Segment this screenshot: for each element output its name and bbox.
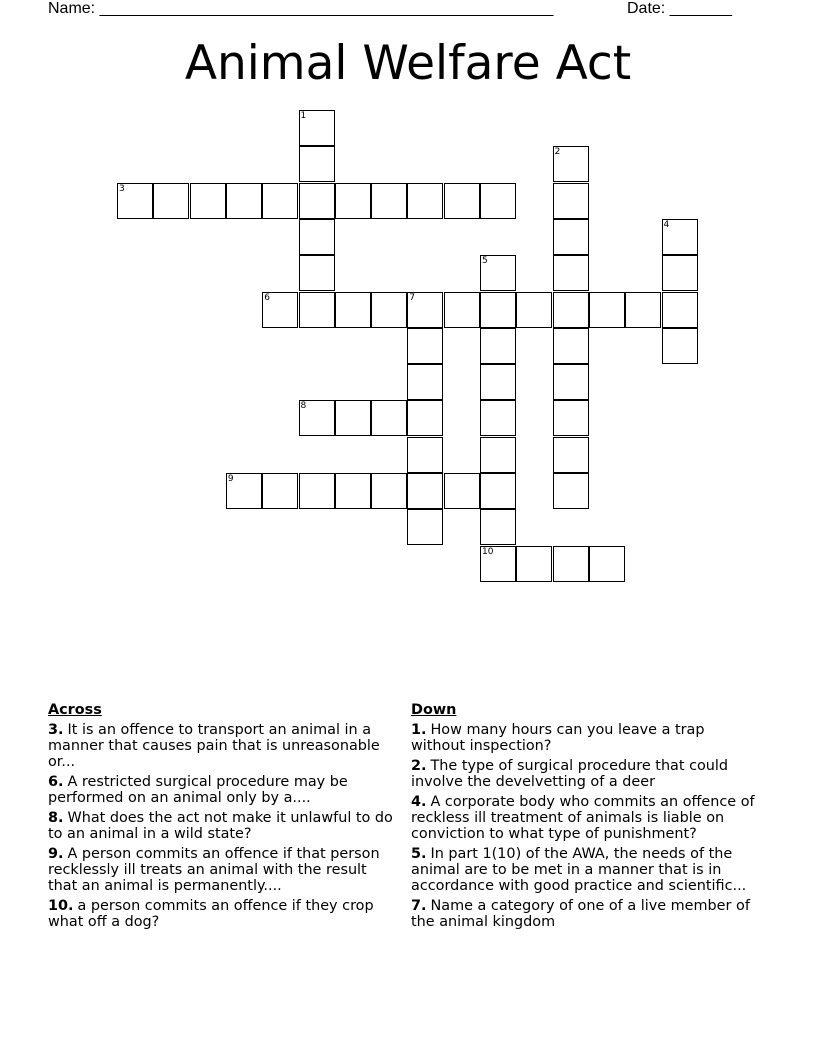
crossword-cell[interactable] [553,473,589,509]
crossword-cell[interactable] [299,473,335,509]
across-clues [48,702,394,934]
crossword-cell[interactable] [299,110,335,146]
crossword-cell[interactable] [190,183,226,219]
clue-number: 6. [48,774,64,790]
crossword-cell[interactable] [335,183,371,219]
crossword-cell[interactable] [407,183,443,219]
crossword-cell[interactable] [299,219,335,255]
cell-number: 8 [300,401,307,412]
crossword-cell[interactable] [226,183,262,219]
crossword-cell[interactable] [553,183,589,219]
cell-number: 6 [264,292,270,303]
crossword-cell[interactable] [553,255,589,291]
crossword-cell[interactable] [553,219,589,255]
clue-number: 8. [48,810,64,826]
cell-number: 3 [119,183,125,194]
crossword-cell[interactable] [625,292,661,328]
crossword-cell[interactable] [516,546,552,582]
clue-text: a person commits an offence if they crop what off a dog? [48,898,374,930]
crossword-cell[interactable] [662,292,698,328]
crossword-cell[interactable] [553,292,589,328]
cell-number: 2 [554,147,561,158]
clue-across-3 [48,722,394,770]
clue-text: The type of surgical procedure that could involve the develvetting of a deer [411,758,729,790]
clue-across-9 [48,846,394,894]
crossword-cell[interactable] [480,328,516,364]
crossword-cell[interactable] [662,255,698,291]
crossword-cell[interactable] [589,546,625,582]
crossword-cell[interactable] [553,146,589,182]
clue-down-2 [411,758,757,790]
crossword-cell[interactable] [480,400,516,436]
crossword-cell[interactable] [553,546,589,582]
name-field[interactable]: Name: ___________________________________________________ [48,0,554,17]
clue-down-7 [411,898,757,930]
crossword-cell[interactable] [553,364,589,400]
crossword-cell[interactable] [480,437,516,473]
crossword-cell[interactable] [407,400,443,436]
crossword-cell[interactable] [407,292,443,328]
crossword-cell[interactable] [480,509,516,545]
cell-number: 5 [482,256,488,267]
clue-number: 10. [48,898,74,914]
cell-number: 10 [482,546,494,557]
clue-number: 3. [48,722,64,738]
date-field[interactable]: Date: _______ [627,0,732,17]
cell-number: 1 [300,111,307,121]
clue-text: In part 1(10) of the AWA, the needs of the animal are to be met in a manner that is in accordance with good practice and scientific... [411,846,747,894]
clue-across-8 [48,810,394,842]
clue-down-1 [411,722,757,754]
clue-number: 9. [48,846,64,862]
clue-text: A person commits an offence if that person recklessly ill treats an animal with the result that an animal is permanently.... [48,846,380,894]
crossword-cell[interactable] [662,219,698,255]
crossword-cell[interactable] [553,437,589,473]
crossword-cell[interactable] [516,292,552,328]
crossword-cell[interactable] [407,509,443,545]
clue-down-4 [411,794,757,842]
clue-number: 2. [411,758,427,774]
across-heading: Across [48,702,102,718]
cell-number: 9 [227,474,234,484]
crossword-cell[interactable] [153,183,189,219]
cell-number: 7 [409,292,416,303]
page-title: Animal Welfare Act [184,36,632,91]
crossword-cell[interactable] [407,437,443,473]
crossword-cell[interactable] [553,400,589,436]
crossword-cell[interactable] [589,292,625,328]
crossword-cell[interactable] [335,292,371,328]
down-heading: Down [411,702,457,718]
crossword-cell[interactable] [299,255,335,291]
crossword-cell[interactable] [117,183,153,219]
crossword-cell[interactable] [662,328,698,364]
clue-number: 5. [411,846,427,862]
clue-number: 1. [411,722,427,738]
clue-text: A corporate body who commits an offence of reckless ill treatment of animals is liable on conviction to what type of punishment? [411,794,755,842]
crossword-cell[interactable] [262,183,298,219]
crossword-cell[interactable] [335,473,371,509]
crossword-cell[interactable] [444,473,480,509]
crossword-cell[interactable] [299,292,335,328]
crossword-cell[interactable] [480,473,516,509]
crossword-cell[interactable] [444,292,480,328]
crossword-cell[interactable] [407,328,443,364]
clue-text: Name a category of one of a live member of the animal kingdom [411,898,750,930]
clue-number: 4. [411,794,427,810]
crossword-cell[interactable] [262,473,298,509]
clue-text: It is an offence to transport an animal in a manner that causes pain that is unreasonable or... [48,722,380,770]
crossword-cell[interactable] [407,473,443,509]
crossword-cell[interactable] [299,400,335,436]
crossword-cell[interactable] [480,364,516,400]
clue-down-5 [411,846,757,894]
cell-number: 4 [663,219,670,230]
crossword-cell[interactable] [262,292,298,328]
crossword-cell[interactable] [480,255,516,291]
clue-text: What does the act not make it unlawful to do to an animal in a wild state? [48,810,393,842]
down-clues [411,702,757,934]
crossword-cell[interactable] [553,328,589,364]
crossword-cell[interactable] [371,400,407,436]
crossword-cell[interactable] [299,146,335,182]
crossword-cell[interactable] [371,292,407,328]
crossword-cell[interactable] [480,546,516,582]
crossword-cell[interactable] [299,183,335,219]
crossword-cell[interactable] [480,183,516,219]
crossword-cell[interactable] [371,473,407,509]
crossword-cell[interactable] [480,292,516,328]
crossword-cell[interactable] [226,473,262,509]
clue-text: How many hours can you leave a trap without inspection? [411,722,705,754]
crossword-cell[interactable] [371,183,407,219]
crossword-cell[interactable] [335,400,371,436]
clue-number: 7. [411,898,427,914]
clue-text: A restricted surgical procedure may be performed on an animal only by a.... [48,774,348,806]
clue-across-6 [48,774,394,806]
crossword-cell[interactable] [407,364,443,400]
crossword-cell[interactable] [444,183,480,219]
clue-across-10 [48,898,394,930]
